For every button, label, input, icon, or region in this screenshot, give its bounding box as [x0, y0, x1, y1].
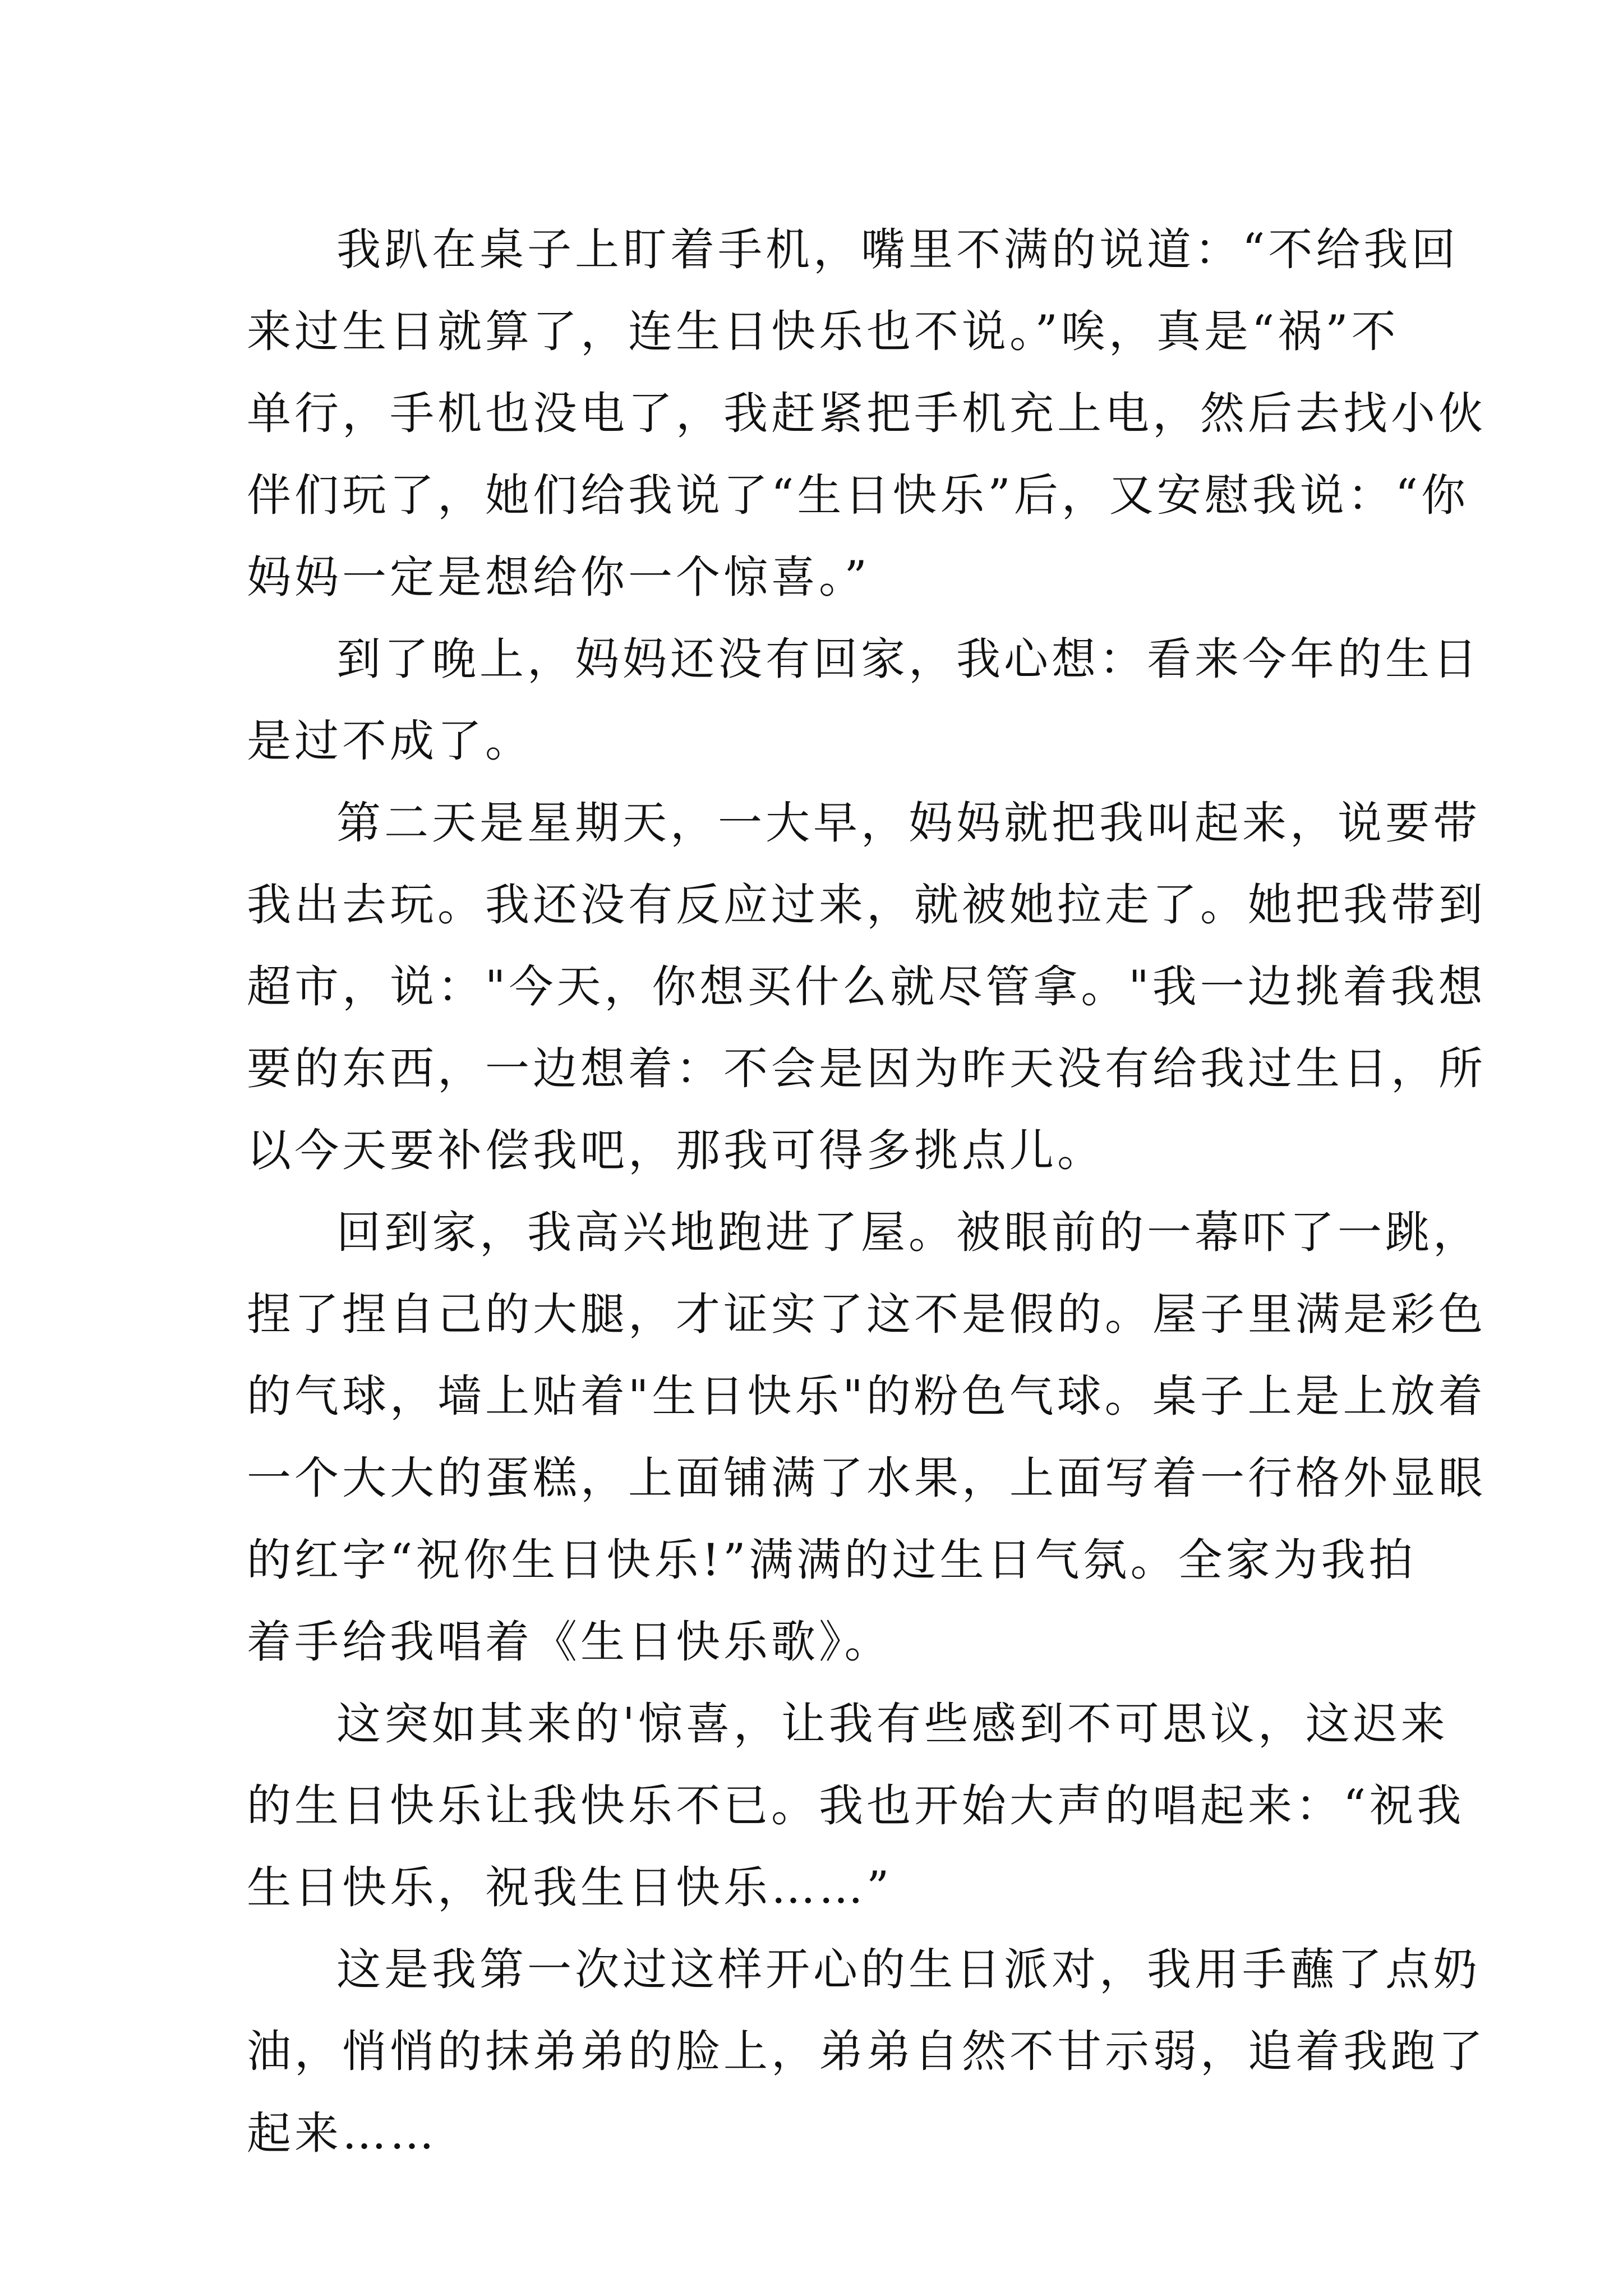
essay-body [247, 209, 1486, 2174]
text-line: 伴们玩了，她们给我说了“生日快乐”后，又安慰我说：“你 [247, 470, 1469, 521]
text-line: 的气球，墙上贴着"生日快乐"的粉色气球。桌子上是上放着 [247, 1370, 1486, 1422]
paragraph-5 [247, 1683, 1465, 1929]
text-line: 到了晚上，妈妈还没有回家，我心想：看来今年的生日 [336, 633, 1481, 685]
text-line: 要的东西，一边想着：不会是因为昨天没有给我过生日，所 [247, 1043, 1486, 1094]
paragraph-4 [247, 1191, 1486, 1683]
paragraph-2 [247, 618, 1481, 782]
paragraph-3 [247, 782, 1486, 1191]
text-line: 第二天是星期天，一大早，妈妈就把我叫起来，说要带 [336, 797, 1481, 849]
text-line: 回到家，我高兴地跑进了屋。被眼前的一幕吓了一跳， [336, 1207, 1481, 1258]
text-line: 捏了捏自己的大腿，才证实了这不是假的。屋子里满是彩色 [247, 1289, 1486, 1340]
text-line: 以今天要补偿我吧，那我可得多挑点儿。 [247, 1125, 1105, 1176]
text-line: 着手给我唱着《生日快乐歌》。 [247, 1616, 892, 1668]
text-line: 是过不成了。 [247, 715, 533, 767]
paragraph-6 [247, 1929, 1486, 2174]
text-line: 来过生日就算了，连生日快乐也不说。”唉，真是“祸”不 [247, 306, 1399, 357]
text-line: 一个大大的蛋糕，上面铺满了水果，上面写着一行格外显眼 [247, 1452, 1486, 1504]
text-line: 超市，说："今天，你想买什么就尽管拿。"我一边挑着我想 [247, 961, 1486, 1013]
text-line: 我趴在桌子上盯着手机，嘴里不满的说道：“不给我回 [336, 224, 1459, 275]
paragraph-1 [247, 209, 1486, 618]
text-line: 这突如其来的'惊喜，让我有些感到不可思议，这迟来 [336, 1698, 1449, 1750]
text-line: 的生日快乐让我快乐不已。我也开始大声的唱起来：“祝我 [247, 1780, 1465, 1832]
text-line: 妈妈一定是想给你一个惊喜。” [247, 551, 870, 603]
text-line: 的红字“祝你生日快乐!”满满的过生日气氛。全家为我拍 [247, 1534, 1417, 1586]
text-line: 起来…… [247, 2108, 437, 2159]
text-line: 我出去玩。我还没有反应过来，就被她拉走了。她把我带到 [247, 879, 1486, 931]
text-line: 生日快乐，祝我生日快乐……” [247, 1862, 893, 1913]
text-line: 油，悄悄的抹弟弟的脸上，弟弟自然不甘示弱，追着我跑了 [247, 2026, 1486, 2077]
text-line: 单行，手机也没电了，我赶紧把手机充上电，然后去找小伙 [247, 388, 1486, 439]
text-line: 这是我第一次过这样开心的生日派对，我用手蘸了点奶 [336, 1944, 1481, 1995]
